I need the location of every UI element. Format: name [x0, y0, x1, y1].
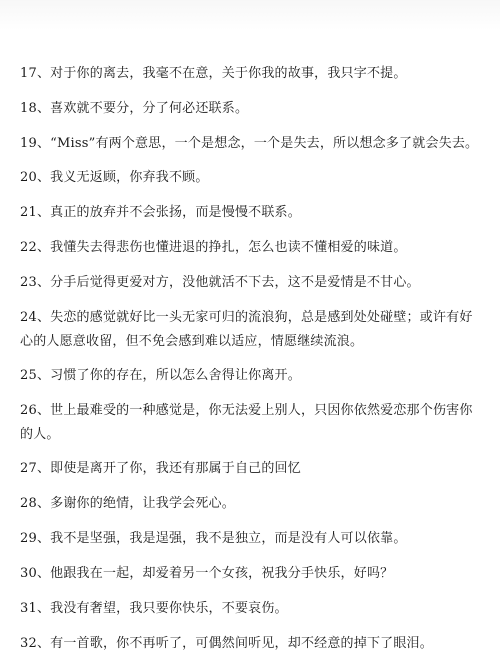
item-number: 22 — [20, 240, 37, 255]
list-item — [20, 201, 482, 225]
list-item — [20, 271, 482, 295]
item-text: 、世上最难受的一种感觉是，你无法爱上别人，只因你依然爱恋那个伤害你的人。 — [20, 403, 473, 442]
list-item — [20, 457, 482, 481]
item-text: 、“Miss”有两个意思，一个是想念，一个是失去，所以想念多了就会失去。 — [36, 136, 479, 151]
item-text: 、有一首歌，你不再听了，可偶然间听见，却不经意的掉下了眼泪。 — [36, 636, 433, 651]
item-text: 、我不是坚强，我是逞强，我不是独立，而是没有人可以依靠。 — [36, 531, 407, 546]
item-number: 18 — [20, 101, 37, 116]
item-number: 23 — [20, 275, 37, 290]
item-text: 、多谢你的绝情，让我学会死心。 — [36, 496, 235, 511]
item-number: 24 — [20, 310, 37, 325]
list-item — [20, 492, 482, 516]
list-item — [20, 132, 482, 156]
item-text: 、分手后觉得更爱对方，没他就活不下去，这不是爱情是不甘心。 — [36, 275, 420, 290]
item-number: 29 — [20, 531, 37, 546]
item-text: 、对于你的离去，我毫不在意，关于你我的故事，我只字不提。 — [36, 66, 407, 81]
list-item — [20, 62, 482, 86]
list-item — [20, 97, 482, 121]
list-item — [20, 236, 482, 260]
item-number: 31 — [20, 601, 37, 616]
list-item — [20, 527, 482, 551]
item-text: 、我懂失去得悲伤也懂进退的挣扎，怎么也读不懂相爱的味道。 — [36, 240, 407, 255]
item-number: 19 — [20, 136, 37, 151]
item-text: 、即使是离开了你，我还有那属于自己的回忆 — [36, 461, 301, 476]
item-number: 28 — [20, 496, 37, 511]
list-item — [20, 632, 482, 656]
item-number: 30 — [20, 566, 37, 581]
item-number: 26 — [20, 403, 37, 418]
item-text: 、真正的放弃并不会张扬，而是慢慢不联系。 — [36, 205, 301, 220]
list-item — [20, 364, 482, 388]
list-item — [20, 399, 482, 447]
item-text: 、我没有奢望，我只要你快乐，不要哀伤。 — [36, 601, 288, 616]
item-text: 、他跟我在一起，却爱着另一个女孩，祝我分手快乐，好吗？ — [36, 566, 394, 581]
item-text: 、习惯了你的存在，所以怎么舍得让你离开。 — [36, 368, 301, 383]
list-item — [20, 166, 482, 190]
item-number: 32 — [20, 636, 37, 651]
item-number: 27 — [20, 461, 37, 476]
item-number: 17 — [20, 66, 37, 81]
item-text: 、喜欢就不要分，分了何必还联系。 — [36, 101, 249, 116]
list-item — [20, 562, 482, 586]
item-number: 21 — [20, 205, 37, 220]
list-item — [20, 597, 482, 621]
list-item — [20, 306, 482, 354]
quote-list — [20, 62, 482, 667]
item-number: 25 — [20, 368, 37, 383]
item-text: 、我义无返顾，你弃我不顾。 — [36, 170, 209, 185]
item-number: 20 — [20, 170, 37, 185]
top-edge-shade — [0, 0, 500, 30]
item-text: 、失恋的感觉就好比一头无家可归的流浪狗，总是感到处处碰壁；或许有好心的人愿意收留，但不免会感到难以适应，情愿继续流浪。 — [20, 310, 473, 349]
